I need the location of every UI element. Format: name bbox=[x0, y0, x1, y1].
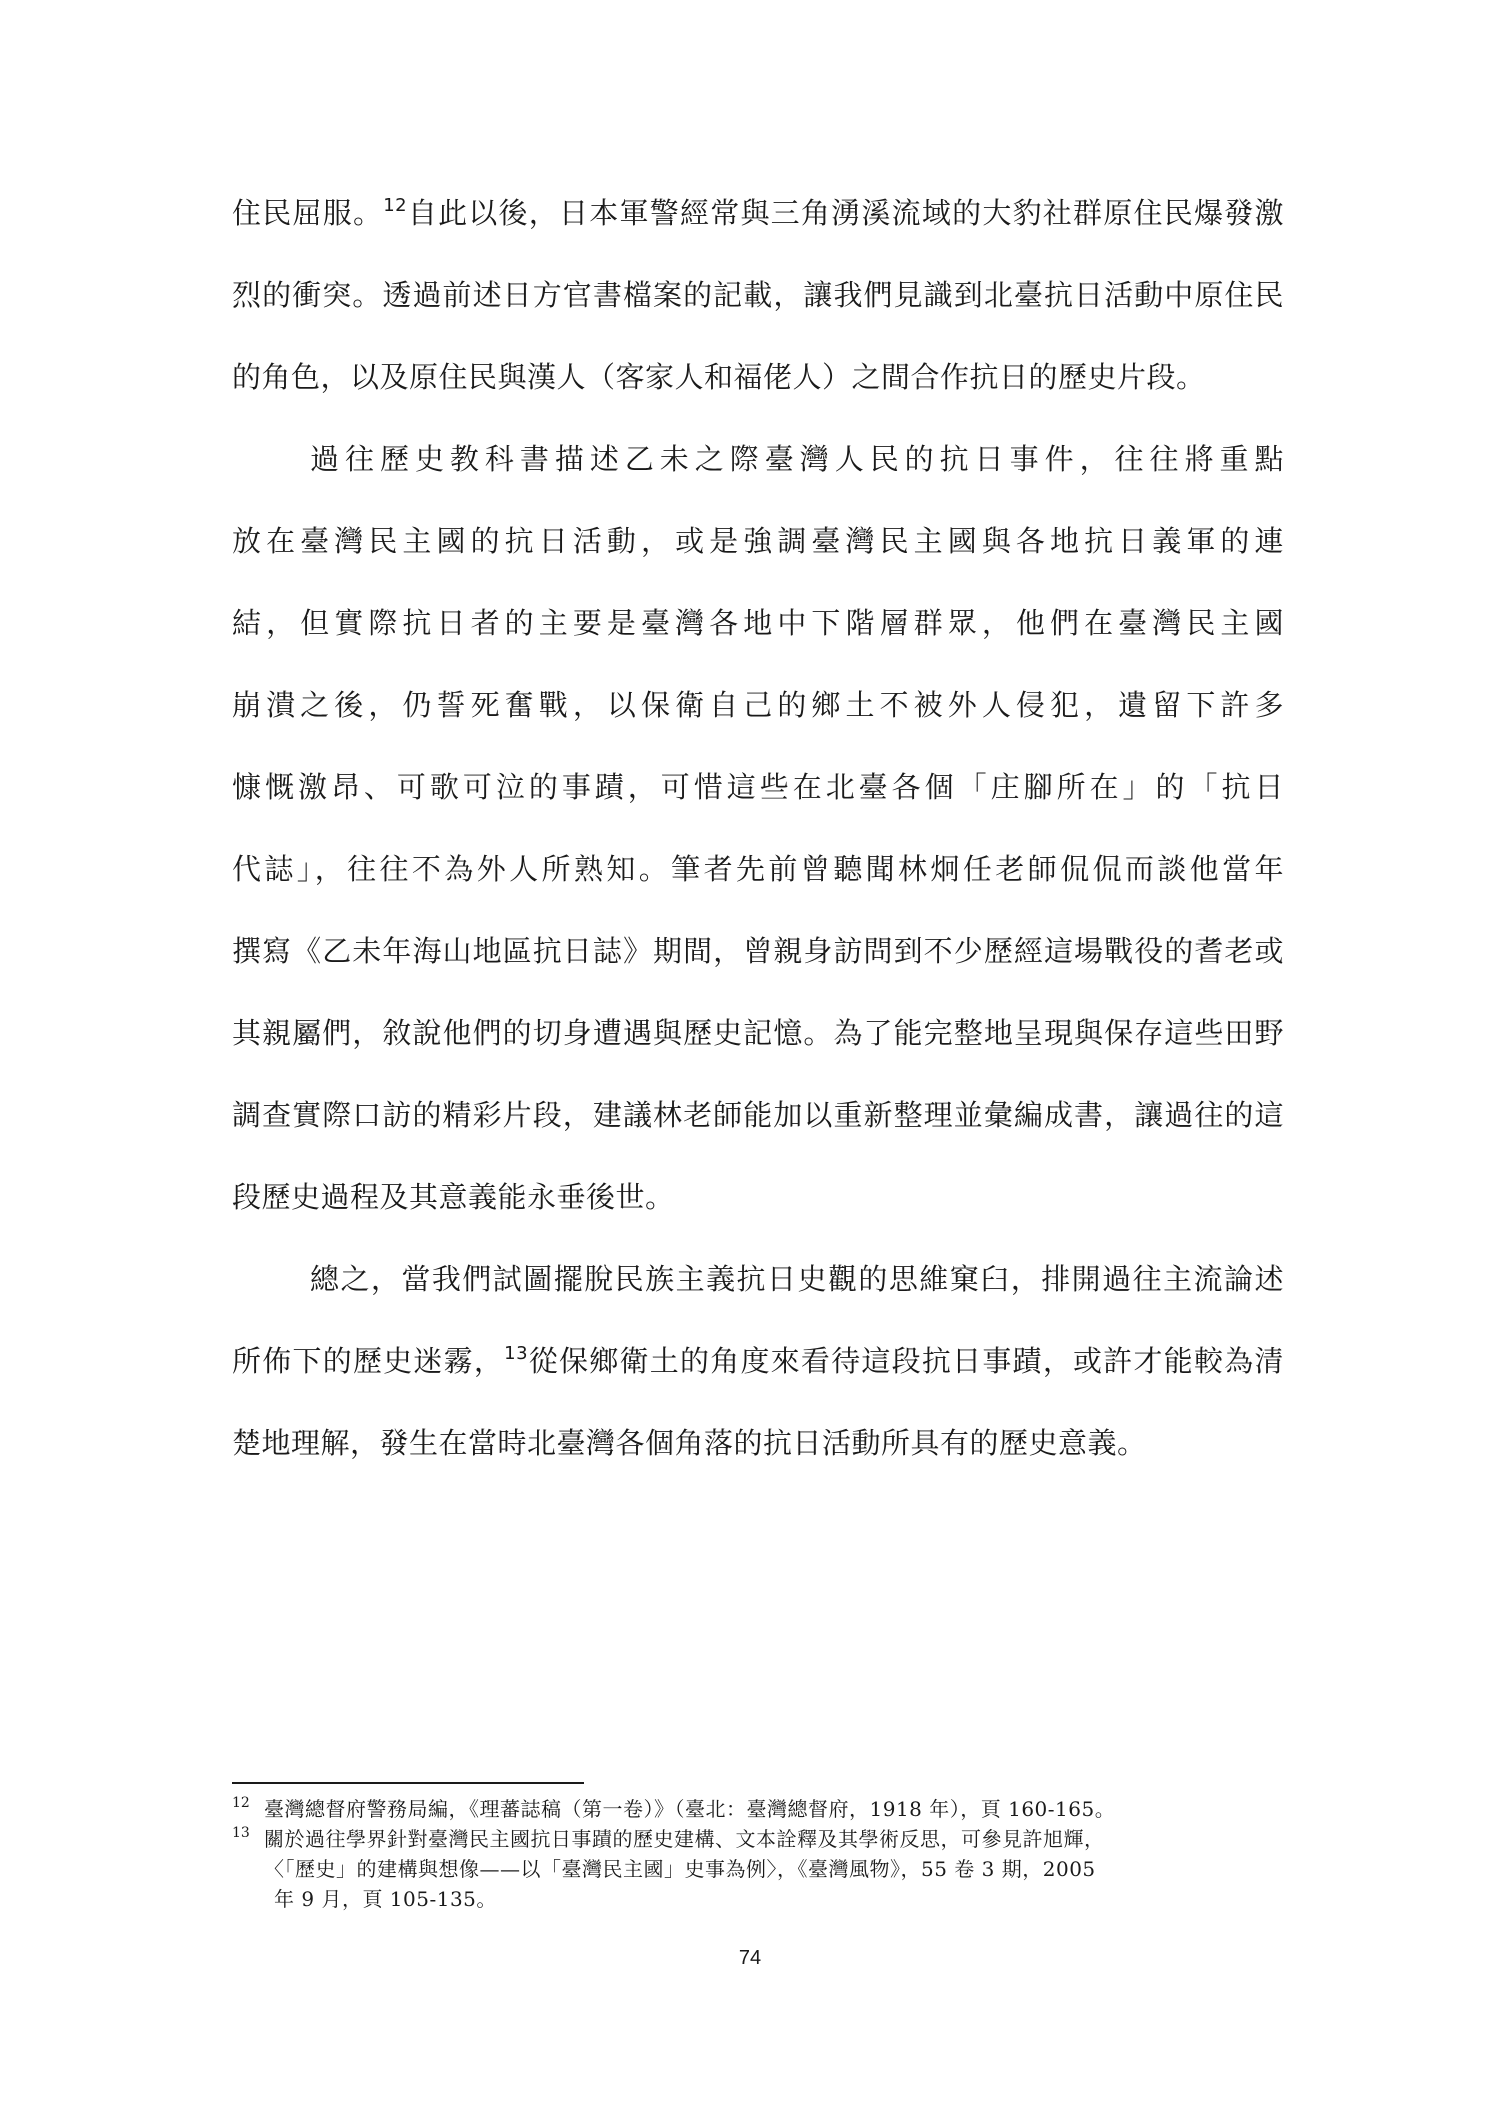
text-line bbox=[232, 1336, 1284, 1418]
paragraph bbox=[232, 1254, 1284, 1500]
text-line: 楚地理解，發生在當時北臺灣各個角落的抗日活動所具有的歷史意義。 bbox=[232, 1426, 1147, 1460]
text-line bbox=[232, 188, 1284, 270]
text-line: 慷慨激昂、可歌可泣的事蹟，可惜這些在北臺各個「庄腳所在」的「抗日 bbox=[232, 770, 1284, 804]
paragraph bbox=[232, 434, 1284, 1254]
text-line: 總之，當我們試圖擺脫民族主義抗日史觀的思維窠臼，排開過往主流論述 bbox=[310, 1262, 1284, 1296]
footnote-12 bbox=[232, 1794, 1284, 1824]
text-line: 烈的衝突。透過前述日方官書檔案的記載，讓我們見識到北臺抗日活動中原住民 bbox=[232, 278, 1284, 312]
text-line: 調查實際口訪的精彩片段，建議林老師能加以重新整理並彙編成書，讓過往的這 bbox=[232, 1098, 1284, 1132]
text-line: 代誌」，往往不為外人所熟知。筆者先前曾聽聞林炯任老師侃侃而談他當年 bbox=[232, 852, 1284, 886]
text-line: 崩潰之後，仍誓死奮戰，以保衛自己的鄉土不被外人侵犯，遺留下許多 bbox=[232, 688, 1284, 722]
footnote-separator bbox=[232, 1782, 584, 1784]
text-line: 撰寫《乙未年海山地區抗日誌》期間，曾親身訪問到不少歷經這場戰役的耆老或 bbox=[232, 934, 1284, 968]
footnote-number: 12 bbox=[232, 1795, 250, 1811]
text-segment: 從保鄉衛土的角度來看待這段抗日事蹟，或許才能較為清 bbox=[528, 1344, 1284, 1378]
footnote-13-continued bbox=[232, 1884, 1284, 1914]
text-line: 結，但實際抗日者的主要是臺灣各地中下階層群眾，他們在臺灣民主國 bbox=[232, 606, 1284, 640]
body-text bbox=[232, 188, 1284, 1500]
footnote-13-continued bbox=[232, 1854, 1284, 1884]
text-segment: 住民屈服。 bbox=[232, 196, 384, 230]
text-segment: 所佈下的歷史迷霧， bbox=[232, 1344, 505, 1378]
text-line: 過往歷史教科書描述乙未之際臺灣人民的抗日事件，往往將重點 bbox=[310, 442, 1284, 476]
footnotes bbox=[232, 1794, 1284, 1914]
text-line: 其親屬們，敘說他們的切身遭遇與歷史記憶。為了能完整地呈現與保存這些田野 bbox=[232, 1016, 1284, 1050]
footnote-text: 年 9 月，頁 105-135。 bbox=[274, 1887, 497, 1911]
page-number: 74 bbox=[738, 1947, 762, 1969]
paragraph bbox=[232, 188, 1284, 434]
footnote-text: 臺灣總督府警務局編，《理蕃誌稿（第一卷）》（臺北：臺灣總督府，1918 年），頁 160-165。 bbox=[264, 1797, 1116, 1821]
text-segment: 自此以後，日本軍警經常與三角湧溪流域的大豹社群原住民爆發激 bbox=[407, 196, 1284, 230]
text-line: 放在臺灣民主國的抗日活動，或是強調臺灣民主國與各地抗日義軍的連 bbox=[232, 524, 1284, 558]
text-line: 段歷史過程及其意義能永垂後世。 bbox=[232, 1180, 675, 1214]
footnote-13 bbox=[232, 1824, 1284, 1854]
footnote-ref-12[interactable]: 12 bbox=[383, 195, 408, 216]
footnote-text: 〈「歷史」的建構與想像——以「臺灣民主國」史事為例〉，《臺灣風物》，55 卷 3 期，2005 bbox=[264, 1857, 1096, 1881]
footnote-text: 關於過往學界針對臺灣民主國抗日事蹟的歷史建構、文本詮釋及其學術反思，可參見許旭輝， bbox=[264, 1827, 1105, 1851]
footnote-ref-13[interactable]: 13 bbox=[504, 1343, 529, 1364]
text-line: 的角色，以及原住民與漢人（客家人和福佬人）之間合作抗日的歷史片段。 bbox=[232, 360, 1206, 394]
footnote-number: 13 bbox=[232, 1825, 250, 1841]
